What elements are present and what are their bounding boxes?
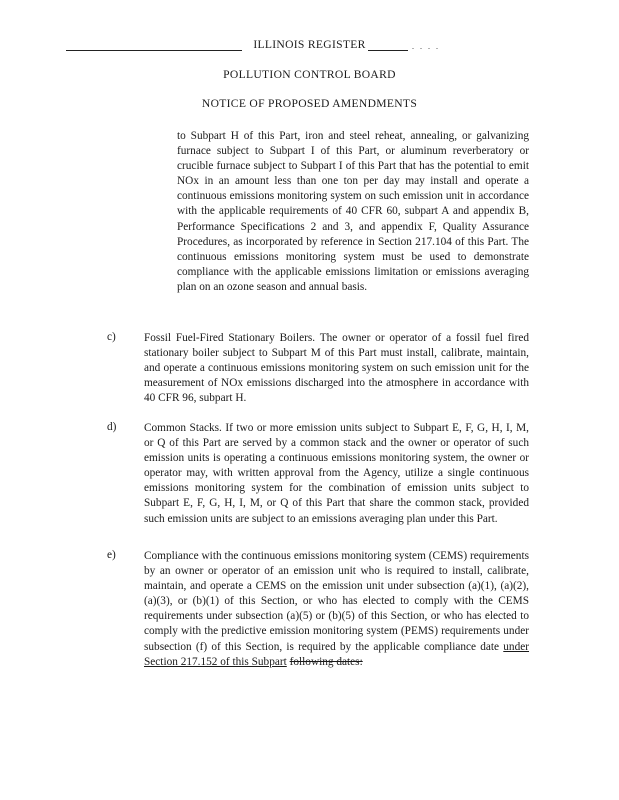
header-dots: . . . . <box>412 42 440 51</box>
board-title: POLLUTION CONTROL BOARD <box>223 68 396 81</box>
continuation-paragraph: to Subpart H of this Part, iron and steel reheat, annealing, or galvanizing furnace subject to Subpart I of this Part, or aluminum reverberatory or crucible furnace subject to Subpart I of this Part that has the potential to emit NOx in an amount less than one ton per day may install and operate a continuous emissions monitoring system on such emission unit in accordance with the applicable requirements of 40 CFR 60, subpart A and appendix B, Performance Specifications 2 and 3, and appendix F, Quality Assurance Procedures, as incorporated by reference in Section 217.104 of this Part. The continuous emissions monitoring system must be used to demonstrate compliance with the applicable emissions limitation or emissions averaging plan on an ozone season and annual basis. <box>177 130 529 293</box>
item-letter-e: e) <box>107 549 116 561</box>
item-e-text: Compliance with the continuous emissions monitoring system (CEMS) requirements by an owner or operator of an emission unit who is required to install, calibrate, maintain, and operate a CEMS on the emission unit under subsection (a)(1), (a)(2), (a)(3), or (b)(1) of this Section, or who has elected to comply with the CEMS requirements under subsection (a)(5) or (b)(5) of this Section, or who has elected to comply with the predictive emission monitoring system (PEMS) requirements under subsection (f) of this Section, is required by the applicable compliance date <box>144 550 529 653</box>
item-letter-c: c) <box>107 331 116 343</box>
item-d-paragraph: Common Stacks. If two or more emission units subject to Subpart E, F, G, H, I, M, or Q of this Part are served by a common stack and the owner or operator of such emission units is operating a continuous emissions monitoring system, the owner or operator may, with written approval from the Agency, utilize a single continuous emissions monitoring system for the combination of emission units subject to Subpart E, F, G, H, I, M, or Q of this Part that share the common stack, provided such emission units are subject to an emissions averaging plan under this Part. <box>144 422 529 525</box>
register-title: ILLINOIS REGISTER <box>253 38 366 51</box>
notice-title: NOTICE OF PROPOSED AMENDMENTS <box>201 97 418 110</box>
deleted-text: following dates: <box>289 655 363 668</box>
inserted-text: under Section 217.152 of this Subpart <box>144 640 530 668</box>
item-c-paragraph: Fossil Fuel-Fired Stationary Boilers. The owner or operator of a fossil fuel fired stationary boiler subject to Subpart M of this Part must install, calibrate, maintain, and operate a continuous emissions monitoring system on such emission unit for the measurement of NOx emissions discharged into the atmosphere in accordance with 40 CFR 96, subpart H. <box>144 332 529 405</box>
item-e-paragraph <box>144 549 529 670</box>
item-letter-d: d) <box>107 421 117 433</box>
